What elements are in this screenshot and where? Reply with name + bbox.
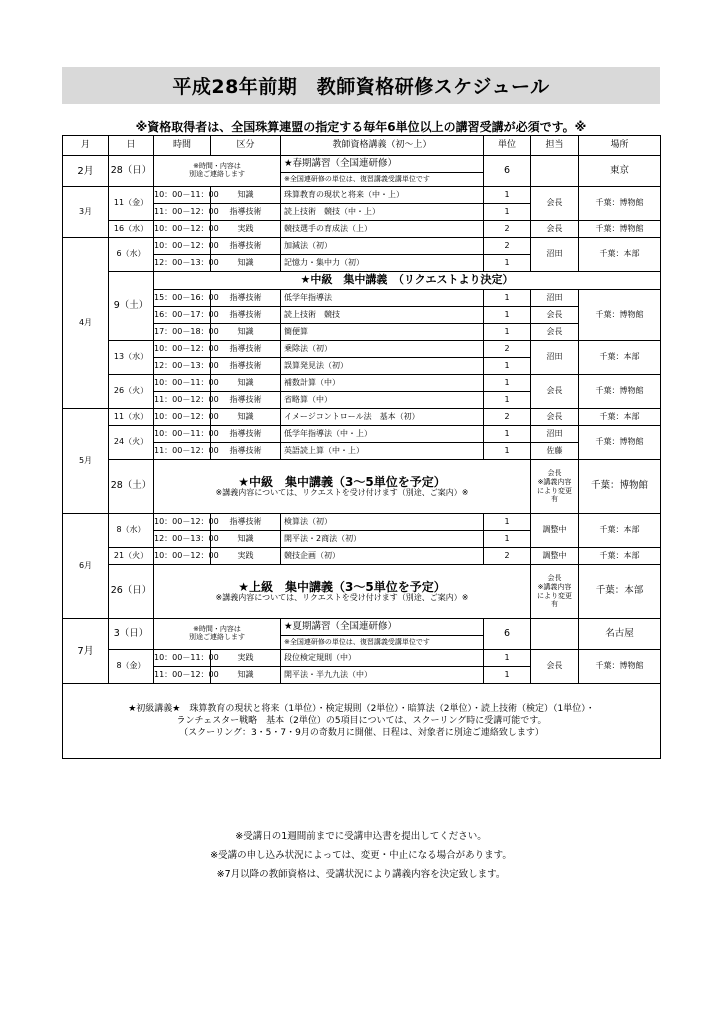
day-cell: 3（日）: [109, 619, 154, 650]
unit-cell: 2: [484, 409, 531, 426]
lecture-cell: 乗除法（初）: [281, 341, 484, 358]
unit-cell: 6: [484, 619, 531, 650]
unit-cell: 2: [484, 221, 531, 238]
table-row: [63, 565, 661, 619]
header-row: [63, 136, 661, 156]
footer-line: ★初級講義★ 珠算教育の現状と将来（1単位）・検定規則（2単位）・暗算法（2単位）・読上技術（検定）（1単位）・: [128, 703, 595, 714]
time-note: ※時間・内容は 別途ご連絡します: [154, 156, 281, 187]
time-cell: 11：00－12：00: [154, 667, 211, 684]
category-cell: 知識: [211, 531, 281, 548]
category-cell: 知識: [211, 409, 281, 426]
footer-row: [63, 684, 661, 759]
lecture-cell: ★春期講習（全国連研修）: [281, 156, 484, 173]
table-row: [63, 221, 661, 238]
place-cell: 千葉：本部: [579, 565, 661, 619]
day-cell: 8（金）: [109, 650, 154, 684]
lecture-cell: 競技選手の育成法（上）: [281, 221, 484, 238]
unit-cell: 1: [484, 204, 531, 221]
instructor-cell: 調整中: [531, 548, 579, 565]
month-cell: 3月: [63, 187, 109, 238]
header-place: 場所: [579, 136, 661, 156]
instructor-cell: 会長: [531, 221, 579, 238]
category-cell: 指導技術: [211, 341, 281, 358]
unit-cell: 1: [484, 358, 531, 375]
place-cell: 千葉：博物館: [579, 460, 661, 514]
place-cell: 千葉：本部: [579, 238, 661, 272]
time-cell: 10：00－12：00: [154, 221, 211, 238]
header-category: 区分: [211, 136, 281, 156]
unit-cell: 1: [484, 667, 531, 684]
day-cell: 16（水）: [109, 221, 154, 238]
place-cell: 千葉：博物館: [579, 290, 661, 341]
month-cell: 5月: [63, 409, 109, 514]
time-cell: 10：00－11：00: [154, 187, 211, 204]
day-cell: 24（火）: [109, 426, 154, 460]
header-time: 時間: [154, 136, 211, 156]
seminar-cell: [154, 565, 531, 619]
note-line: ※受講日の1週間前までに受講申込書を提出してください。: [235, 831, 487, 842]
instructor-cell: 会長: [531, 307, 579, 324]
place-cell: 千葉：本部: [579, 514, 661, 548]
instructor-cell: 沼田: [531, 341, 579, 375]
lecture-cell: 開平法・2商法（初）: [281, 531, 484, 548]
unit-cell: 1: [484, 307, 531, 324]
unit-cell: 1: [484, 375, 531, 392]
day-cell: 26（日）: [109, 565, 154, 619]
time-cell: 11：00－12：00: [154, 204, 211, 221]
day-cell: 21（火）: [109, 548, 154, 565]
place-cell: 千葉：本部: [579, 548, 661, 565]
lecture-cell: 英語読上算（中・上）: [281, 443, 484, 460]
month-cell: 6月: [63, 514, 109, 619]
category-cell: 知識: [211, 667, 281, 684]
lecture-cell: 検算法（初）: [281, 514, 484, 531]
instructor-cell: 会長: [531, 187, 579, 221]
table-row: [63, 619, 661, 636]
category-cell: 指導技術: [211, 426, 281, 443]
seminar-cell: [154, 460, 531, 514]
header-month: 月: [63, 136, 109, 156]
header-unit: 単位: [484, 136, 531, 156]
lecture-cell: 段位検定規則（中）: [281, 650, 484, 667]
category-cell: 指導技術: [211, 290, 281, 307]
lecture-cell: イメージコントロール法 基本（初）: [281, 409, 484, 426]
instructor-cell: 会長 ※講義内容 により変更 有: [531, 460, 579, 514]
footer-line: （スクーリング：3・5・7・9月の奇数月に開催、日程は、対象者に別途ご連絡致します）: [179, 728, 544, 739]
category-cell: 指導技術: [211, 514, 281, 531]
footer-line: ランチェスター戦略 基本（2単位）の5項目については、スクーリング時に受講可能です。: [176, 715, 547, 726]
seminar-title: ★上級 集中講義（3～5単位を予定）: [238, 579, 446, 594]
lecture-cell: ★夏期講習（全国連研修）: [281, 619, 484, 636]
place-cell: 千葉：博物館: [579, 375, 661, 409]
instructor-cell: 沼田: [531, 426, 579, 443]
day-cell: 13（水）: [109, 341, 154, 375]
lecture-cell: 競技企画（初）: [281, 548, 484, 565]
lecture-note: ※全国連研修の単位は、復習講義受講単位です: [281, 636, 484, 650]
table-row: [63, 238, 661, 255]
unit-cell: 2: [484, 238, 531, 255]
time-cell: 10：00－11：00: [154, 426, 211, 443]
lecture-cell: 読上技術 競技（中・上）: [281, 204, 484, 221]
day-cell: 26（火）: [109, 375, 154, 409]
category-cell: 指導技術: [211, 392, 281, 409]
table-row: [63, 548, 661, 565]
category-cell: 知識: [211, 324, 281, 341]
note-line: ※受講の申し込み状況によっては、変更・中止になる場合があります。: [210, 850, 512, 861]
month-cell: 2月: [63, 156, 109, 187]
instructor-cell: 会長 ※講義内容 により変更 有: [531, 565, 579, 619]
table-row: [63, 460, 661, 514]
table-row: [63, 375, 661, 392]
table-row: [63, 514, 661, 531]
lecture-cell: 低学年指導法（中・上）: [281, 426, 484, 443]
table-row: [63, 156, 661, 173]
requirement-notice: ※資格取得者は、全国珠算連盟の指定する毎年6単位以上の講習受講が必須です。※: [135, 120, 587, 134]
lecture-cell: 簡便算: [281, 324, 484, 341]
unit-cell: 1: [484, 187, 531, 204]
table-row: [63, 341, 661, 358]
seminar-note: ※講義内容については、リクエストを受け付けます（別途、ご案内）※: [215, 487, 469, 497]
time-cell: 10：00－12：00: [154, 409, 211, 426]
time-cell: 10：00－12：00: [154, 548, 211, 565]
category-cell: 実践: [211, 650, 281, 667]
lecture-cell: 開平法・半九九法（中）: [281, 667, 484, 684]
header-lecture: 教師資格講義（初～上）: [281, 136, 484, 156]
unit-cell: 1: [484, 426, 531, 443]
time-cell: 10：00－12：00: [154, 238, 211, 255]
seminar-title: ★中級 集中講義（3～5単位を予定）: [238, 474, 446, 489]
unit-cell: 1: [484, 514, 531, 531]
month-cell: 4月: [63, 238, 109, 409]
day-cell: 28（日）: [109, 156, 154, 187]
table-row: [63, 187, 661, 204]
lecture-cell: 加減法（初）: [281, 238, 484, 255]
time-cell: 12：00－13：00: [154, 255, 211, 272]
unit-cell: 1: [484, 290, 531, 307]
category-cell: 指導技術: [211, 238, 281, 255]
time-cell: 10：00－12：00: [154, 514, 211, 531]
unit-cell: 2: [484, 341, 531, 358]
header-day: 日: [109, 136, 154, 156]
day-cell: 9（土）: [109, 272, 154, 341]
table-row: [63, 426, 661, 443]
unit-cell: 1: [484, 392, 531, 409]
time-note: ※時間・内容は 別途ご連絡します: [154, 619, 281, 650]
footer-cell: [63, 684, 661, 759]
category-cell: 指導技術: [211, 443, 281, 460]
unit-cell: 2: [484, 548, 531, 565]
lecture-cell: 読上技術 競技: [281, 307, 484, 324]
instructor-cell: 会長: [531, 409, 579, 426]
instructor-cell: 沼田: [531, 238, 579, 272]
header-instructor: 担当: [531, 136, 579, 156]
category-cell: 知識: [211, 375, 281, 392]
instructor-cell: 佐藤: [531, 443, 579, 460]
month-cell: 7月: [63, 619, 109, 684]
unit-cell: 1: [484, 443, 531, 460]
time-cell: 10：00－11：00: [154, 650, 211, 667]
place-cell: 東京: [579, 156, 661, 187]
day-cell: 6（水）: [109, 238, 154, 272]
unit-cell: 6: [484, 156, 531, 187]
category-cell: 指導技術: [211, 358, 281, 375]
time-cell: 10：00－11：00: [154, 375, 211, 392]
lecture-note: ※全国連研修の単位は、復習講義受講単位です: [281, 173, 484, 187]
day-cell: 28（土）: [109, 460, 154, 514]
category-cell: 指導技術: [211, 307, 281, 324]
place-cell: 千葉：博物館: [579, 426, 661, 460]
seminar-banner: ★中級 集中講義 （リクエストより決定）: [154, 272, 661, 290]
schedule-table: [62, 135, 661, 759]
time-cell: 12：00－13：00: [154, 531, 211, 548]
lecture-cell: 補数計算（中）: [281, 375, 484, 392]
instructor-cell: 会長: [531, 650, 579, 684]
time-cell: 11：00－12：00: [154, 443, 211, 460]
lecture-cell: 低学年指導法: [281, 290, 484, 307]
seminar-note: ※講義内容については、リクエストを受け付けます（別途、ご案内）※: [215, 592, 469, 602]
page-title: 平成28年前期 教師資格研修スケジュール: [62, 67, 660, 104]
place-cell: 千葉：博物館: [579, 187, 661, 221]
place-cell: 千葉：博物館: [579, 221, 661, 238]
instructor-cell: 沼田: [531, 290, 579, 307]
day-cell: 11（金）: [109, 187, 154, 221]
day-cell: 8（水）: [109, 514, 154, 548]
instructor-cell: 調整中: [531, 514, 579, 548]
day-cell: 11（水）: [109, 409, 154, 426]
time-cell: 10：00－12：00: [154, 341, 211, 358]
place-cell: 千葉：本部: [579, 341, 661, 375]
category-cell: 知識: [211, 187, 281, 204]
unit-cell: 1: [484, 255, 531, 272]
place-cell: 千葉：博物館: [579, 650, 661, 684]
place-cell: 名古屋: [579, 619, 661, 650]
lecture-cell: 誤算発見法（初）: [281, 358, 484, 375]
time-cell: 17：00－18：00: [154, 324, 211, 341]
table-row: [63, 272, 661, 290]
lecture-cell: 珠算教育の現状と将来（中・上）: [281, 187, 484, 204]
unit-cell: 1: [484, 531, 531, 548]
instructor-cell: 会長: [531, 324, 579, 341]
category-cell: 実践: [211, 548, 281, 565]
table-row: [63, 650, 661, 667]
category-cell: 指導技術: [211, 204, 281, 221]
time-cell: 16：00－17：00: [154, 307, 211, 324]
instructor-cell: 会長: [531, 375, 579, 409]
place-cell: 千葉：本部: [579, 409, 661, 426]
time-cell: 12：00－13：00: [154, 358, 211, 375]
category-cell: 知識: [211, 255, 281, 272]
unit-cell: 1: [484, 650, 531, 667]
time-cell: 11：00－12：00: [154, 392, 211, 409]
table-row: [63, 409, 661, 426]
lecture-cell: 省略算（中）: [281, 392, 484, 409]
lecture-cell: 記憶力・集中力（初）: [281, 255, 484, 272]
unit-cell: 1: [484, 324, 531, 341]
time-cell: 15：00－16：00: [154, 290, 211, 307]
note-line: ※7月以降の教師資格は、受講状況により講義内容を決定致します。: [216, 869, 506, 880]
category-cell: 実践: [211, 221, 281, 238]
